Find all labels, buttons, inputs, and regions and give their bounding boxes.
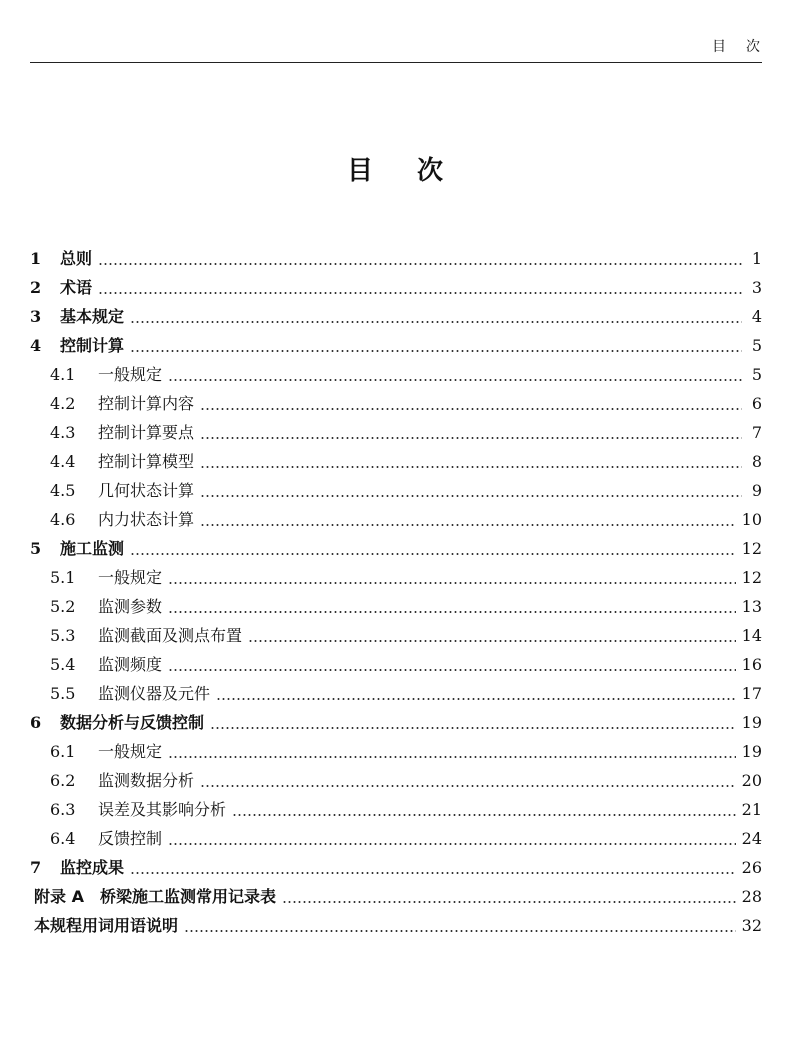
dot-leader — [248, 640, 736, 642]
dot-leader — [130, 350, 742, 352]
toc-entry-title: 控制计算模型 — [98, 452, 195, 471]
toc-entry-number: 6 — [30, 713, 42, 732]
toc-entry-title: 术语 — [60, 278, 93, 297]
toc-entry-page: 32 — [741, 916, 762, 935]
dot-leader — [168, 843, 736, 845]
toc-entry-page: 13 — [741, 597, 762, 616]
dot-leader — [130, 321, 742, 323]
toc-entry-number: 4.1 — [50, 365, 76, 384]
toc-entry-number: 6.3 — [50, 800, 76, 819]
toc-entry-number: 6.4 — [50, 829, 76, 848]
toc-entry[interactable] — [30, 855, 762, 884]
toc-entry-number: 5.2 — [50, 597, 76, 616]
toc-entry-number: 4.3 — [50, 423, 76, 442]
toc-entry-number: 4.5 — [50, 481, 76, 500]
toc-entry-title: 一般规定 — [98, 568, 163, 587]
dot-leader — [168, 611, 736, 613]
toc-entry-title: 控制计算要点 — [98, 423, 195, 442]
toc-entry-page: 24 — [741, 829, 762, 848]
toc-entry-page: 8 — [751, 452, 762, 471]
toc-entry[interactable] — [30, 768, 762, 797]
toc-entry-title: 内力状态计算 — [98, 510, 195, 529]
toc-entry-number: 5.5 — [50, 684, 76, 703]
dot-leader — [210, 727, 736, 729]
toc-entry-page: 3 — [751, 278, 762, 297]
dot-leader — [184, 930, 736, 932]
dot-leader — [130, 872, 736, 874]
running-head: 目次 — [712, 39, 780, 55]
toc-entry-title: 监测数据分析 — [98, 771, 195, 790]
toc-entry-number: 4 — [30, 336, 42, 355]
toc-entry[interactable] — [30, 246, 762, 275]
toc-entry[interactable] — [30, 913, 762, 942]
toc-entry-title: 控制计算内容 — [98, 394, 195, 413]
toc-entry-number: 4.2 — [50, 394, 76, 413]
toc-entry-title: 数据分析与反馈控制 — [60, 713, 205, 732]
toc-entry-page: 28 — [741, 887, 762, 906]
toc-entry[interactable] — [30, 681, 762, 710]
toc-entry-title: 本规程用词用语说明 — [34, 916, 179, 935]
toc-entry-page: 12 — [741, 539, 762, 558]
toc-entry-title: 监测截面及测点布置 — [98, 626, 243, 645]
toc-entry-title: 施工监测 — [60, 539, 125, 558]
toc-entry-number: 6.1 — [50, 742, 76, 761]
dot-leader — [200, 495, 742, 497]
toc-entry[interactable] — [30, 565, 762, 594]
toc-entry[interactable] — [30, 826, 762, 855]
toc-entry-page: 21 — [741, 800, 762, 819]
toc-entry-number: 6.2 — [50, 771, 76, 790]
toc-entry[interactable] — [30, 449, 762, 478]
toc-entry-page: 19 — [741, 713, 762, 732]
dot-leader — [200, 466, 742, 468]
toc-entry[interactable] — [30, 594, 762, 623]
toc-entry-page: 5 — [751, 365, 762, 384]
toc-entry[interactable] — [30, 391, 762, 420]
dot-leader — [200, 408, 742, 410]
dot-leader — [168, 756, 736, 758]
toc-entry-number: 4.4 — [50, 452, 76, 471]
toc-entry-title: 几何状态计算 — [98, 481, 195, 500]
toc-entry-title: 监测仪器及元件 — [98, 684, 211, 703]
page-title — [0, 150, 790, 187]
header-rule — [30, 62, 762, 63]
dot-leader — [232, 814, 736, 816]
toc-entry[interactable] — [30, 478, 762, 507]
toc-entry-title: 一般规定 — [98, 742, 163, 761]
toc-entry-number: 4.6 — [50, 510, 76, 529]
toc-entry-title: 误差及其影响分析 — [98, 800, 227, 819]
toc-entry-page: 12 — [741, 568, 762, 587]
toc-entry-title: 基本规定 — [60, 307, 125, 326]
dot-leader — [216, 698, 736, 700]
dot-leader — [98, 263, 742, 265]
toc-entry-page: 17 — [741, 684, 762, 703]
toc-entry-number: 5.3 — [50, 626, 76, 645]
toc-entry[interactable] — [30, 304, 762, 333]
page-title-text: 目次 — [346, 156, 487, 186]
dot-leader — [130, 553, 736, 555]
toc-entry[interactable] — [30, 739, 762, 768]
dot-leader — [168, 379, 742, 381]
toc-entry-title: 监测参数 — [98, 597, 163, 616]
toc-entry-page: 7 — [751, 423, 762, 442]
dot-leader — [200, 785, 736, 787]
dot-leader — [168, 669, 736, 671]
toc-entry[interactable] — [30, 710, 762, 739]
dot-leader — [282, 901, 736, 903]
toc-entry-title: 反馈控制 — [98, 829, 163, 848]
toc-entry-page: 1 — [751, 249, 762, 268]
toc-entry[interactable] — [30, 362, 762, 391]
toc-entry[interactable] — [30, 420, 762, 449]
dot-leader — [200, 524, 736, 526]
toc-entry-title: 控制计算 — [60, 336, 125, 355]
toc-entry-page: 4 — [751, 307, 762, 326]
toc-entry-page: 5 — [751, 336, 762, 355]
toc-entry-page: 20 — [741, 771, 762, 790]
toc-entry-page: 9 — [751, 481, 762, 500]
toc-entry-page: 19 — [741, 742, 762, 761]
table-of-contents — [30, 246, 762, 942]
toc-entry[interactable] — [30, 797, 762, 826]
toc-entry-title: 一般规定 — [98, 365, 163, 384]
toc-entry[interactable] — [30, 275, 762, 304]
toc-entry[interactable] — [30, 884, 762, 913]
toc-entry[interactable] — [30, 623, 762, 652]
toc-entry-title: 附录 A 桥梁施工监测常用记录表 — [34, 887, 276, 906]
toc-entry-number: 2 — [30, 278, 42, 297]
toc-entry[interactable] — [30, 652, 762, 681]
toc-entry-number: 5 — [30, 539, 42, 558]
toc-entry-number: 5.1 — [50, 568, 76, 587]
toc-entry-page: 16 — [741, 655, 762, 674]
toc-entry-page: 6 — [751, 394, 762, 413]
dot-leader — [168, 582, 736, 584]
dot-leader — [98, 292, 742, 294]
toc-entry-number: 5.4 — [50, 655, 76, 674]
toc-entry[interactable] — [30, 333, 762, 362]
dot-leader — [200, 437, 742, 439]
toc-entry-page: 26 — [741, 858, 762, 877]
toc-entry-page: 10 — [741, 510, 762, 529]
toc-entry-title: 监控成果 — [60, 858, 125, 877]
toc-entry-number: 7 — [30, 858, 42, 877]
toc-entry-page: 14 — [741, 626, 762, 645]
toc-entry[interactable] — [30, 536, 762, 565]
toc-entry-title: 监测频度 — [98, 655, 163, 674]
toc-entry-number: 3 — [30, 307, 42, 326]
toc-entry-number: 1 — [30, 249, 42, 268]
toc-entry-title: 总则 — [60, 249, 93, 268]
toc-entry[interactable] — [30, 507, 762, 536]
